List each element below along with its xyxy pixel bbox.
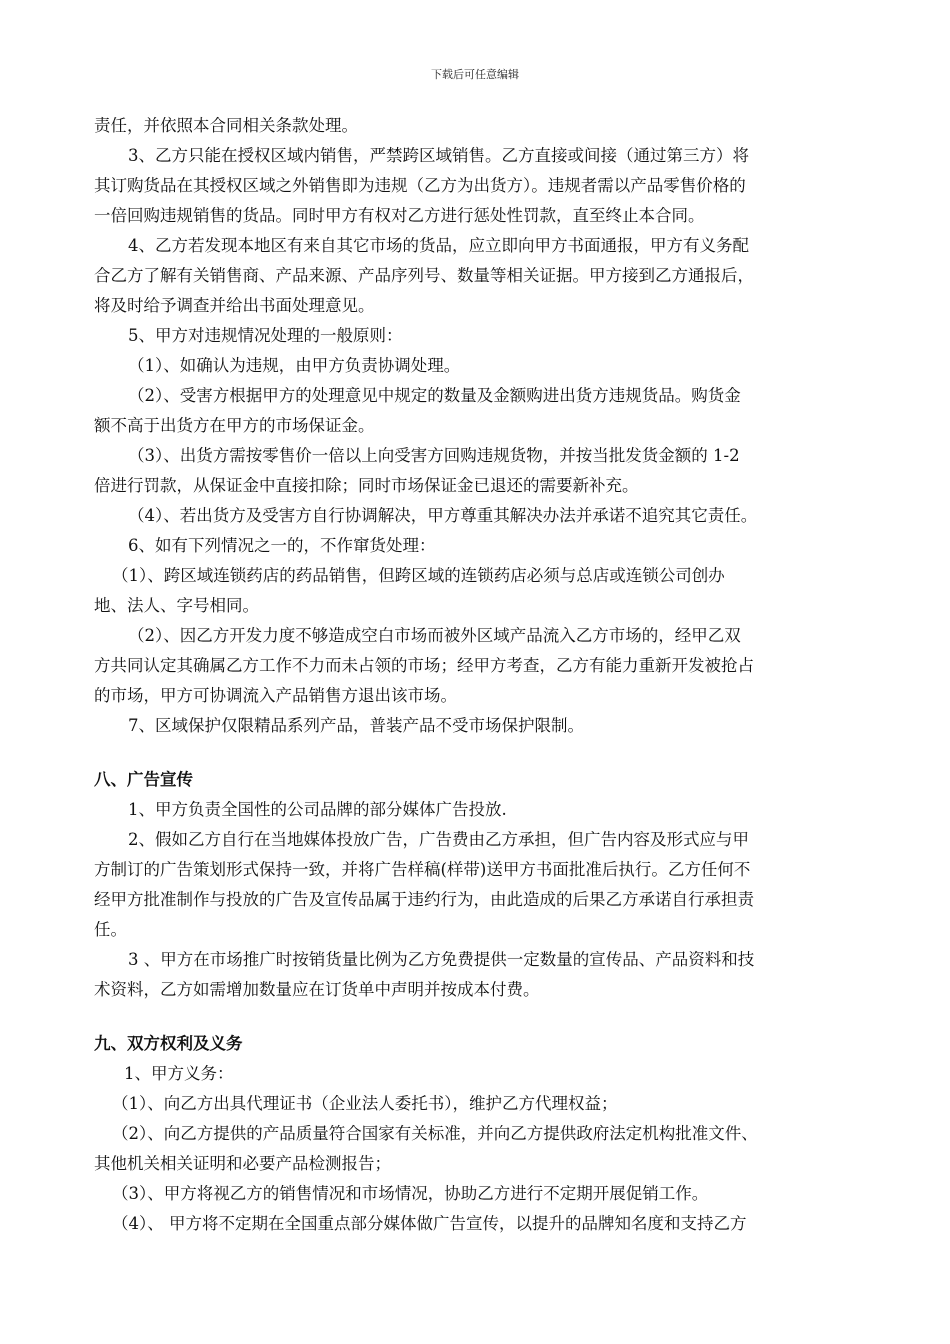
text-line: 经甲方批准制作与投放的广告及宣传品属于违约行为，由此造成的后果乙方承诺自行承担责 [94,890,754,909]
text-line: （2）、受害方根据甲方的处理意见中规定的数量及金额购进出货方违规货品。购货金 [128,386,741,405]
text-line: 6、如有下列情况之一的，不作窜货处理： [128,536,436,555]
text-line: 3、乙方只能在授权区域内销售，严禁跨区域销售。乙方直接或间接（通过第三方）将 [128,146,749,165]
text-line: 1、甲方义务： [124,1064,234,1083]
section-heading: 八、广告宣传 [94,770,193,789]
text-line: 的市场，甲方可协调流入产品销售方退出该市场。 [94,686,457,705]
text-line: （2）、向乙方提供的产品质量符合国家有关标准，并向乙方提供政府法定机构批准文件、 [112,1124,758,1143]
text-line: 方共同认定其确属乙方工作不力而未占领的市场；经甲方考查，乙方有能力重新开发被抢占 [94,656,754,675]
text-line: （3）、出货方需按零售价一倍以上向受害方回购违规货物，并按当批发货金额的 1-2 [128,446,740,465]
text-line: 额不高于出货方在甲方的市场保证金。 [94,416,375,435]
page-header: 下载后可任意编辑 [431,68,519,81]
text-line: 2、假如乙方自行在当地媒体投放广告，广告费由乙方承担，但广告内容及形式应与甲 [128,830,749,849]
text-line: 7、区域保护仅限精品系列产品，普装产品不受市场保护限制。 [128,716,584,735]
text-line: 任。 [94,920,127,939]
text-line: 倍进行罚款，从保证金中直接扣除；同时市场保证金已退还的需要新补充。 [94,476,639,495]
text-line: 4、乙方若发现本地区有来自其它市场的货品，应立即向甲方书面通报，甲方有义务配 [128,236,749,255]
text-line: 5、甲方对违规情况处理的一般原则： [128,326,403,345]
text-line: 方制订的广告策划形式保持一致，并将广告样稿(样带)送甲方书面批准后执行。乙方任何不 [94,860,751,879]
text-line: 将及时给予调查并给出书面处理意见。 [94,296,375,315]
text-line: 其他机关相关证明和必要产品检测报告； [94,1154,391,1173]
text-line: （3）、甲方将视乙方的销售情况和市场情况，协助乙方进行不定期开展促销工作。 [112,1184,709,1203]
text-line: （1）、跨区域连锁药店的药品销售，但跨区域的连锁药店必须与总店或连锁公司创办 [112,566,725,585]
text-line: （2）、因乙方开发力度不够造成空白市场而被外区域产品流入乙方市场的，经甲乙双 [128,626,741,645]
section-heading: 九、双方权利及义务 [94,1034,243,1053]
text-line: 地、法人、字号相同。 [94,596,259,615]
text-line: （4）、 甲方将不定期在全国重点部分媒体做广告宣传，以提升的品牌知名度和支持乙方 [112,1214,747,1233]
text-line: 合乙方了解有关销售商、产品来源、产品序列号、数量等相关证据。甲方接到乙方通报后， [94,266,754,285]
text-line: （4）、若出货方及受害方自行协调解决，甲方尊重其解决办法并承诺不追究其它责任。 [128,506,758,525]
text-line: 3 、甲方在市场推广时按销货量比例为乙方免费提供一定数量的宣传品、产品资料和技 [128,950,755,969]
text-line: （1）、如确认为违规，由甲方负责协调处理。 [128,356,461,375]
text-line: （1）、向乙方出具代理证书（企业法人委托书），维护乙方代理权益； [112,1094,618,1113]
text-line: 责任，并依照本合同相关条款处理。 [94,116,358,135]
text-line: 1、甲方负责全国性的公司品牌的部分媒体广告投放. [128,800,507,819]
text-line: 术资料，乙方如需增加数量应在订货单中声明并按成本付费。 [94,980,540,999]
text-line: 一倍回购违规销售的货品。同时甲方有权对乙方进行惩处性罚款，直至终止本合同。 [94,206,705,225]
text-line: 其订购货品在其授权区域之外销售即为违规（乙方为出货方）。违规者需以产品零售价格的 [94,176,746,195]
